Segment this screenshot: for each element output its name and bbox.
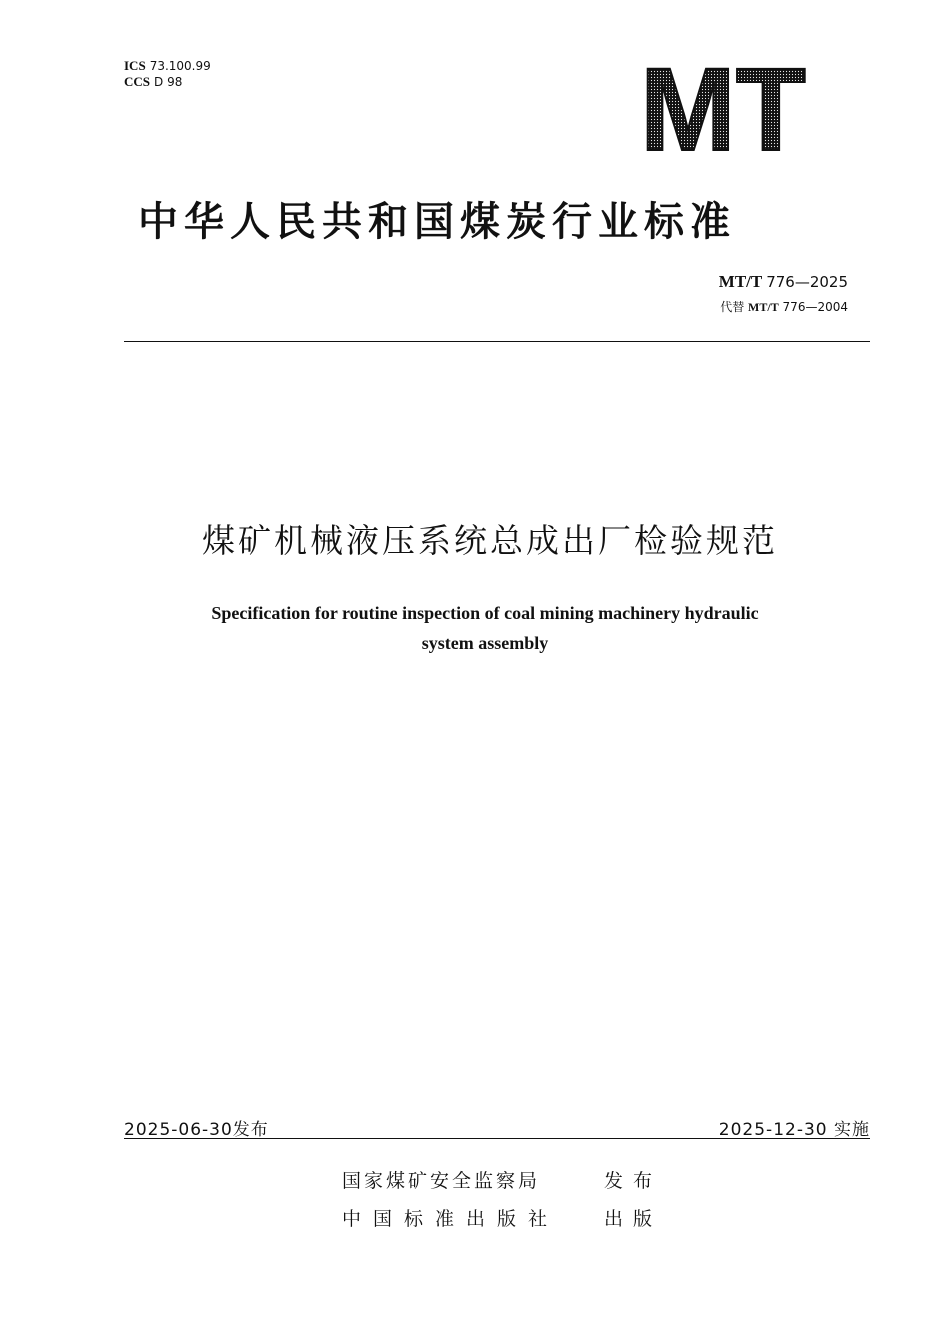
issuer-row [342, 1162, 662, 1200]
publisher-action: 出版 [604, 1208, 663, 1230]
mt-logo [638, 52, 810, 156]
issuers [342, 1162, 662, 1238]
title-english-line2: system assembly [421, 633, 549, 653]
footer-divider [124, 1138, 870, 1139]
standard-number-block [719, 272, 848, 315]
title-english-line1: Specification for routine inspection of coal mining machinery hydraulic [211, 603, 759, 623]
replaces-standard: 代替 MT/T 776—2004 [720, 300, 848, 314]
classification-codes [124, 58, 211, 90]
header-divider [124, 341, 870, 342]
issuer-org: 国家煤矿安全监察局 [342, 1170, 541, 1192]
implement-date: 2025-12-30 实施 [718, 1120, 870, 1140]
standard-type: 中华人民共和国煤炭行业标准 [138, 199, 736, 245]
issue-date: 2025-06-30发布 [124, 1120, 269, 1140]
publisher-org: 中国标准出版社 [342, 1208, 560, 1230]
logo-text: MT [640, 52, 806, 156]
title-chinese: 煤矿机械液压系统总成出厂检验规范 [202, 521, 778, 560]
ics-code: ICS 73.100.99 [124, 58, 211, 73]
issuer-action: 发布 [604, 1170, 663, 1192]
ccs-code: CCS D 98 [124, 74, 183, 89]
publisher-row [342, 1200, 662, 1238]
title-english [10, 598, 950, 658]
standard-number: MT/T 776—2025 [718, 272, 848, 291]
